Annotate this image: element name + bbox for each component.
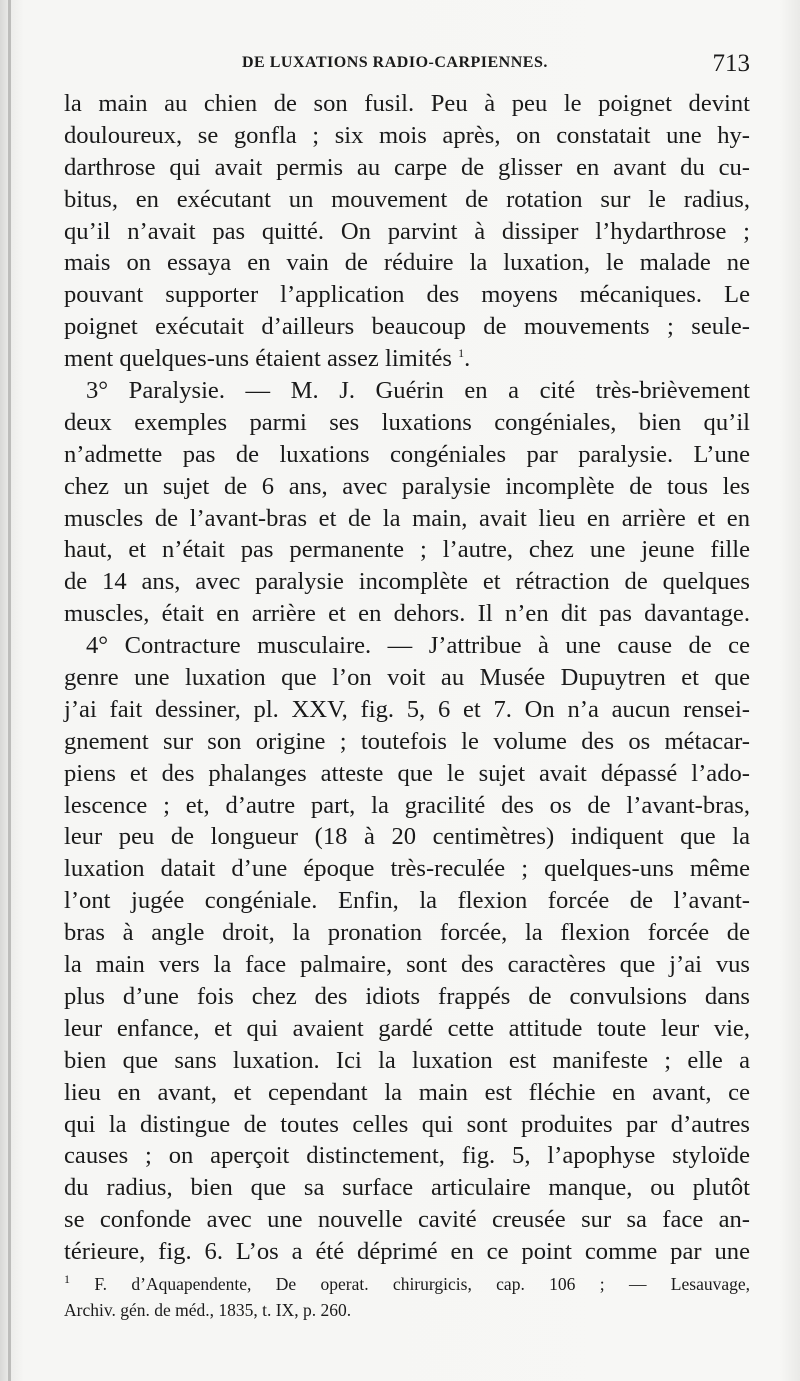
footnote-line: Archiv. gén. de méd., 1835, t. IX, p. 260.	[64, 1300, 352, 1320]
footnotes	[64, 1271, 750, 1323]
text-line: muscles, était en arrière et en dehors. Il n’en dit pas davantage.	[64, 600, 750, 628]
page-number: 713	[712, 50, 750, 77]
text-line: bras à angle droit, la pronation forcée, la flexion forcée de	[64, 919, 750, 947]
text-line: la main vers la face palmaire, sont des caractères que j’ai vus	[64, 951, 750, 979]
text-line: poignet exécutait d’ailleurs beaucoup de mouvements ; seule-	[64, 313, 750, 341]
text-line: genre une luxation que l’on voit au Musée Dupuytren et que	[64, 664, 750, 692]
text-line: haut, et n’était pas permanente ; l’autre, chez une jeune fille	[64, 536, 750, 564]
footnote-text: F. d’Aquapendente, De operat. chirurgicis, cap. 106 ; — Lesauvage,	[94, 1274, 750, 1294]
text-line: j’ai fait dessiner, pl. XXV, fig. 5, 6 et 7. On n’a aucun rensei-	[64, 695, 750, 723]
text-line: l’ont jugée congéniale. Enfin, la flexion forcée de l’avant-	[64, 887, 750, 915]
text-line: lescence ; et, d’autre part, la gracilité des os de l’avant-bras,	[64, 791, 750, 819]
text-line: qui la distingue de toutes celles qui sont produites par d’autres	[64, 1110, 750, 1138]
text-line: térieure, fig. 6. L’os a été déprimé en ce point comme par une	[64, 1238, 750, 1266]
text-line: se confonde avec une nouvelle cavité creusée sur sa face an-	[64, 1206, 750, 1234]
text-line: darthrose qui avait permis au carpe de glisser en avant du cu-	[64, 153, 750, 181]
text-line: deux exemples parmi ses luxations congéniales, bien qu’il	[64, 408, 750, 436]
footnote-line	[64, 1271, 750, 1297]
text-line: 4° Contracture musculaire. — J’attribue à une cause de ce	[86, 632, 750, 660]
text-line: bitus, en exécutant un mouvement de rotation sur le radius,	[64, 185, 750, 213]
text-line: chez un sujet de 6 ans, avec paralysie incomplète de tous les	[64, 472, 750, 500]
footnote-marker: 1	[64, 1272, 70, 1287]
text-line: qu’il n’avait pas quitté. On parvint à dissiper l’hydarthrose ;	[64, 217, 750, 245]
text-line: de 14 ans, avec paralysie incomplète et rétraction de quelques	[64, 568, 750, 596]
text-line: gnement sur son origine ; toutefois le volume des os métacar-	[64, 727, 750, 755]
text-line: n’admette pas de luxations congéniales par paralysie. L’une	[64, 440, 750, 468]
text-line: mais on essaya en vain de réduire la luxation, le malade ne	[64, 249, 750, 277]
text-line: leur enfance, et qui avaient gardé cette attitude toute leur vie,	[64, 1014, 750, 1042]
text-line: 3° Paralysie. — M. J. Guérin en a cité très-brièvement	[86, 377, 750, 405]
sentence-end: .	[464, 345, 471, 373]
text-line-content: ment quelques-uns étaient assez limités	[64, 345, 452, 373]
page-gutter	[8, 0, 11, 1381]
text-line: du radius, bien que sa surface articulaire manque, ou plutôt	[64, 1174, 750, 1202]
text-line: piens et des phalanges atteste que le sujet avait dépassé l’ado-	[64, 759, 750, 787]
text-line: plus d’une fois chez des idiots frappés de convulsions dans	[64, 982, 750, 1010]
text-line: leur peu de longueur (18 à 20 centimètres) indiquent que la	[64, 823, 750, 851]
footnote-reference: 1	[458, 345, 465, 360]
text-line: luxation datait d’une époque très-reculée ; quelques-uns même	[64, 855, 750, 883]
body-text	[64, 88, 750, 1268]
running-title: DE LUXATIONS RADIO-CARPIENNES.	[242, 54, 548, 71]
text-line: causes ; on aperçoit distinctement, fig. 5, l’apophyse styloïde	[64, 1142, 750, 1170]
text-line	[64, 343, 750, 375]
text-line: pouvant supporter l’application des moyens mécaniques. Le	[64, 281, 750, 309]
text-line: la main au chien de son fusil. Peu à peu le poignet devint	[64, 90, 750, 117]
text-line: lieu en avant, et cependant la main est fléchie en avant, ce	[64, 1078, 750, 1106]
text-line: muscles de l’avant-bras et de la main, avait lieu en arrière et en	[64, 504, 750, 532]
text-line: bien que sans luxation. Ici la luxation est manifeste ; elle a	[64, 1046, 750, 1074]
running-head	[64, 50, 750, 80]
text-line: douloureux, se gonfla ; six mois après, on constatait une hy-	[64, 121, 750, 149]
